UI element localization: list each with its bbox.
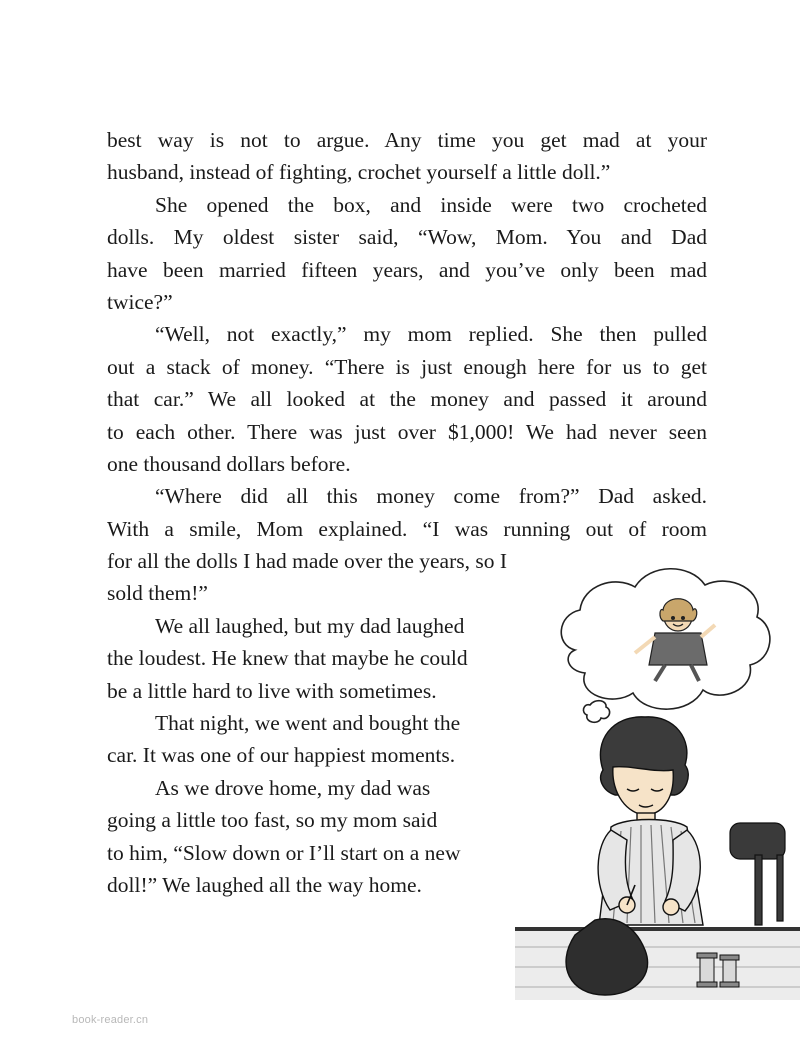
story-line: have been married fifteen years, and you’ve only been mad xyxy=(107,257,707,282)
watermark: book-reader.cn xyxy=(72,1014,149,1026)
story-line: one thousand dollars before. xyxy=(107,451,351,476)
story-line: That night, we went and bought the xyxy=(155,711,461,736)
story-line: “Well, not exactly,” my mom replied. She then pulled xyxy=(155,322,707,347)
mom-crocheting-doll-illustration xyxy=(515,555,800,1000)
story-line: that car.” We all looked at the money and passed it around xyxy=(107,387,707,412)
table-icon xyxy=(515,927,800,1000)
story-line: husband, instead of fighting, crochet yourself a little doll.” xyxy=(107,160,611,185)
story-line: car. It was one of our happiest moments. xyxy=(107,743,456,768)
story-line: to each other. There was just over $1,000! We had never seen xyxy=(107,419,707,444)
story-line: out a stack of money. “There is just enough here for us to get xyxy=(107,354,707,379)
story-line: As we drove home, my dad was xyxy=(155,775,431,800)
story-line: to him, “Slow down or I’ll start on a new xyxy=(107,840,461,865)
story-line: twice?” xyxy=(107,289,173,314)
story-line: dolls. My oldest sister said, “Wow, Mom. You and Dad xyxy=(107,225,707,250)
story-line: “Where did all this money come from?” Dad asked. xyxy=(155,484,707,509)
chair-icon xyxy=(730,823,785,925)
story-line: sold them!” xyxy=(107,581,208,606)
story-line: the loudest. He knew that maybe he could xyxy=(107,646,468,671)
story-line: for all the dolls I had made over the years, so I xyxy=(107,549,508,574)
story-line: best way is not to argue. Any time you get mad at your xyxy=(107,128,707,152)
story-line: We all laughed, but my dad laughed xyxy=(155,613,465,638)
story-line: doll!” We laughed all the way home. xyxy=(107,872,422,897)
story-line: With a smile, Mom explained. “I was running out of room xyxy=(107,516,707,541)
story-line: going a little too fast, so my mom said xyxy=(107,808,438,833)
story-line: be a little hard to live with sometimes. xyxy=(107,678,437,703)
story-line: She opened the box, and inside were two crocheted xyxy=(155,192,707,217)
